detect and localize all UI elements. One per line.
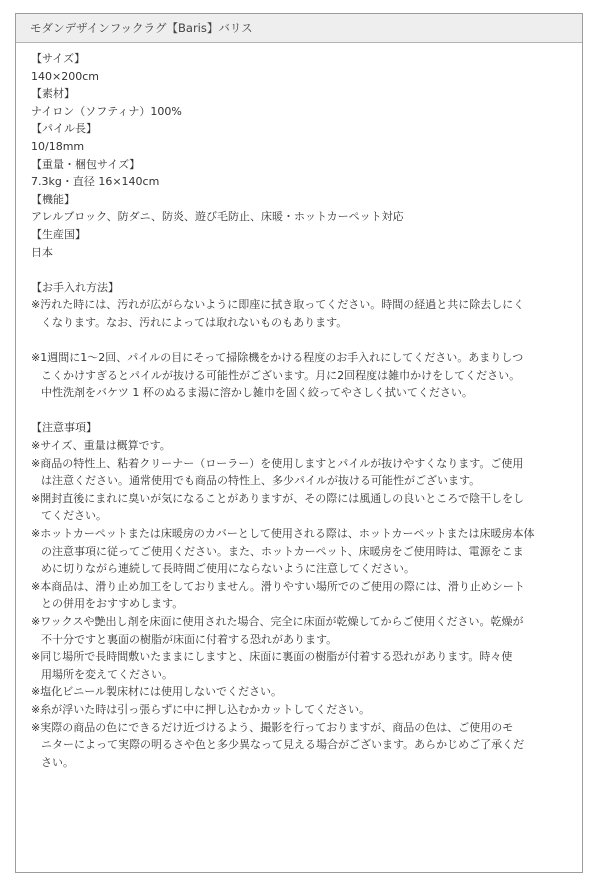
product-title: モダンデザインフックラグ【Baris】バリス [30, 21, 253, 35]
caution-item [31, 437, 582, 455]
caution-item-text: ※塩化ビニール製床材には使用しないでください。 [31, 685, 282, 699]
caution-item-text: ※同じ場所で長時間敷いたままにしますと、床面に裏面の樹脂が付着する恐れがあります。時々使 [31, 650, 513, 664]
caution-item-text: さい。 [41, 755, 74, 769]
product-info-panel [15, 13, 583, 873]
caution-item [31, 719, 582, 772]
caution-item-text: ※糸が浮いた時は引っ張らずに中に押し込むかカットしてください。 [31, 702, 371, 716]
caution-item [31, 683, 582, 701]
caution-item [31, 648, 582, 683]
care-heading: 【お手入れ方法】 [31, 280, 119, 294]
panel-header [16, 14, 582, 43]
spec-function-value: アレルブロック、防ダニ、防炎、遊び毛防止、床暖・ホットカーペット対応 [31, 210, 404, 224]
panel-body [16, 43, 582, 771]
caution-heading: 【注意事項】 [31, 421, 97, 435]
caution-item-text: ※開封直後にまれに臭いが気になることがありますが、その際には風通しの良いところで陰干しをし [31, 491, 525, 505]
spec-origin-value: 日本 [31, 245, 53, 259]
caution-item-text: の注意事項に従ってご使用ください。また、ホットカーペット、床暖房をご使用時は、電源をこま [41, 544, 524, 558]
care-item [31, 349, 582, 402]
spacer [31, 332, 582, 350]
caution-item [31, 490, 582, 525]
spacer [31, 261, 582, 279]
spec-weight-value: 7.3kg・直径 16×140cm [31, 175, 160, 189]
care-item-text: 中性洗剤をバケツ 1 杯のぬるま湯に溶かし雑巾を固く絞ってやさしく拭いてください。 [41, 386, 473, 400]
care-item [31, 296, 582, 331]
spec-pile-label: 【パイル長】 [31, 122, 97, 136]
caution-item-text: ※サイズ、重量は概算です。 [31, 439, 171, 453]
spec-material-label: 【素材】 [31, 87, 75, 101]
care-item-text: こくかけすぎるとパイルが抜ける可能性がございます。月に2回程度は雑巾かけをしてください。 [41, 368, 521, 382]
caution-item-text: は注意ください。通常使用でも商品の特性上、多少パイルが抜ける可能性がございます。 [41, 474, 481, 488]
caution-item-text: ※実際の商品の色にできるだけ近づけるよう、撮影を行っておりますが、商品の色は、ご使用のモ [31, 720, 514, 734]
caution-item-text: ※商品の特性上、粘着クリーナー（ローラー）を使用しますとパイルが抜けやすくなります。ご使用 [31, 456, 524, 470]
spec-pile-value: 10/18mm [31, 139, 85, 153]
care-item-text: ※1週間に1～2回、パイルの目にそって掃除機をかける程度のお手入れにしてください。あまりしつ [31, 351, 524, 365]
caution-item-text: めに切りながら連続して長時間ご使用にならないように注意してください。 [41, 562, 415, 576]
caution-item-text: 不十分ですと裏面の樹脂が床面に付着する恐れがあります。 [41, 632, 338, 646]
spec-material-value: ナイロン（ソフティナ）100% [31, 104, 182, 118]
caution-item-text: ※ワックスや艶出し剤を床面に使用された場合、完全に床面が乾燥してからご使用ください。乾燥が [31, 615, 524, 628]
caution-item-text: てください。 [41, 509, 107, 523]
caution-item-text: との併用をおすすめします。 [41, 597, 184, 611]
spec-size-value: 140×200cm [31, 69, 99, 83]
caution-item [31, 613, 582, 648]
spacer [31, 402, 582, 420]
spec-function-label: 【機能】 [31, 192, 75, 206]
care-item-text: ※汚れた時には、汚れが広がらないように即座に拭き取ってください。時間の経過と共に除去しにく [31, 298, 525, 312]
caution-item [31, 525, 582, 578]
caution-item [31, 578, 582, 613]
spec-weight-label: 【重量・梱包サイズ】 [31, 157, 141, 171]
caution-item-text: ニターによって実際の明るさや色と多少異なって見える場合がございます。あらかじめご了承くだ [41, 738, 525, 752]
care-item-text: くなります。なお、汚れによっては取れないものもあります。 [41, 315, 348, 329]
caution-item-text: ※ホットカーペットまたは床暖房のカバーとして使用される際は、ホットカーペットまたは床暖房本体 [31, 527, 535, 541]
spec-origin-label: 【生産国】 [31, 227, 86, 241]
caution-item [31, 455, 582, 490]
caution-item-text: ※本商品は、滑り止め加工をしておりません。滑りやすい場所でのご使用の際には、滑り止めシート [31, 579, 525, 593]
caution-item [31, 701, 582, 719]
spec-size-label: 【サイズ】 [31, 52, 86, 65]
caution-item-text: 用場所を変えてください。 [41, 667, 173, 681]
